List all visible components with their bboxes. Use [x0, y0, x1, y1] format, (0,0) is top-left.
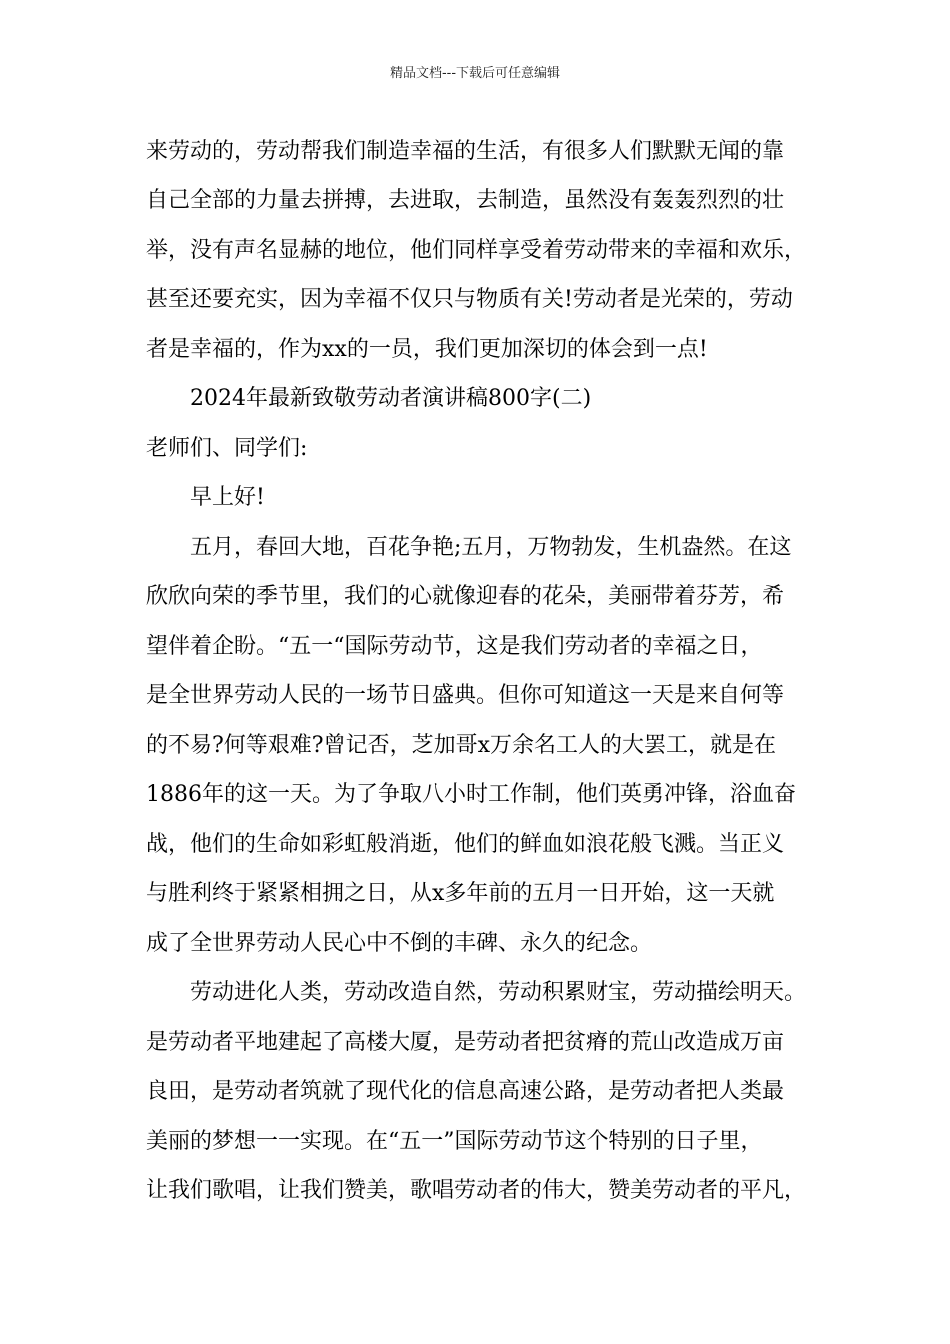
body-line: 让我们歌唱，让我们赞美，歌唱劳动者的伟大，赞美劳动者的平凡，: [146, 1178, 807, 1203]
body-line: 是全世界劳动人民的一场节日盛典。但你可知道这一天是来自何等: [146, 683, 785, 708]
body-line: 与胜利终于紧紧相拥之日，从x多年前的五月一日开始，这一天就: [146, 881, 775, 906]
body-line: 欣欣向荣的季节里，我们的心就像迎春的花朵，美丽带着芬芳，希: [146, 584, 785, 609]
body-line: 自己全部的力量去拼搏，去进取，去制造，虽然没有轰轰烈烈的壮: [146, 188, 785, 213]
page-header: 精品文档---下载后可任意编辑: [389, 66, 561, 81]
body-line: 良田，是劳动者筑就了现代化的信息高速公路，是劳动者把人类最: [146, 1079, 785, 1104]
greeting: 早上好!: [190, 485, 265, 510]
body-line: 战，他们的生命如彩虹般消逝，他们的鲜血如浪花般飞溅。当正义: [146, 832, 785, 857]
body-line: 成了全世界劳动人民心中不倒的丰碑、永久的纪念。: [146, 931, 653, 956]
body-line: 的不易?何等艰难?曾记否，芝加哥x万余名工人的大罢工，就是在: [146, 733, 776, 758]
body-line: 1886年的这一天。为了争取八小时工作制，他们英勇冲锋，浴血奋: [146, 782, 796, 807]
body-line: 劳动进化人类，劳动改造自然，劳动积累财宝，劳动描绘明天。: [190, 980, 807, 1005]
section-title: 2024年最新致敬劳动者演讲稿800字(二): [190, 386, 592, 411]
body-line: 举，没有声名显赫的地位，他们同样享受着劳动带来的幸福和欢乐，: [146, 238, 807, 263]
body-line: 五月，春回大地，百花争艳;五月，万物勃发，生机盎然。在这: [190, 535, 792, 560]
salutation: 老师们、同学们:: [146, 436, 308, 461]
body-line: 者是幸福的，作为xx的一员，我们更加深切的体会到一点!: [146, 337, 708, 362]
body-line: 甚至还要充实，因为幸福不仅只与物质有关!劳动者是光荣的，劳动: [146, 287, 793, 312]
body-line: 美丽的梦想一一实现。在“五一”国际劳动节这个特别的日子里，: [146, 1129, 763, 1154]
body-line: 望伴着企盼。“五一“国际劳动节，这是我们劳动者的幸福之日，: [146, 634, 763, 659]
body-line: 是劳动者平地建起了高楼大厦，是劳动者把贫瘠的荒山改造成万亩: [146, 1030, 785, 1055]
body-line: 来劳动的，劳动帮我们制造幸福的生活，有很多人们默默无闻的靠: [146, 139, 785, 164]
